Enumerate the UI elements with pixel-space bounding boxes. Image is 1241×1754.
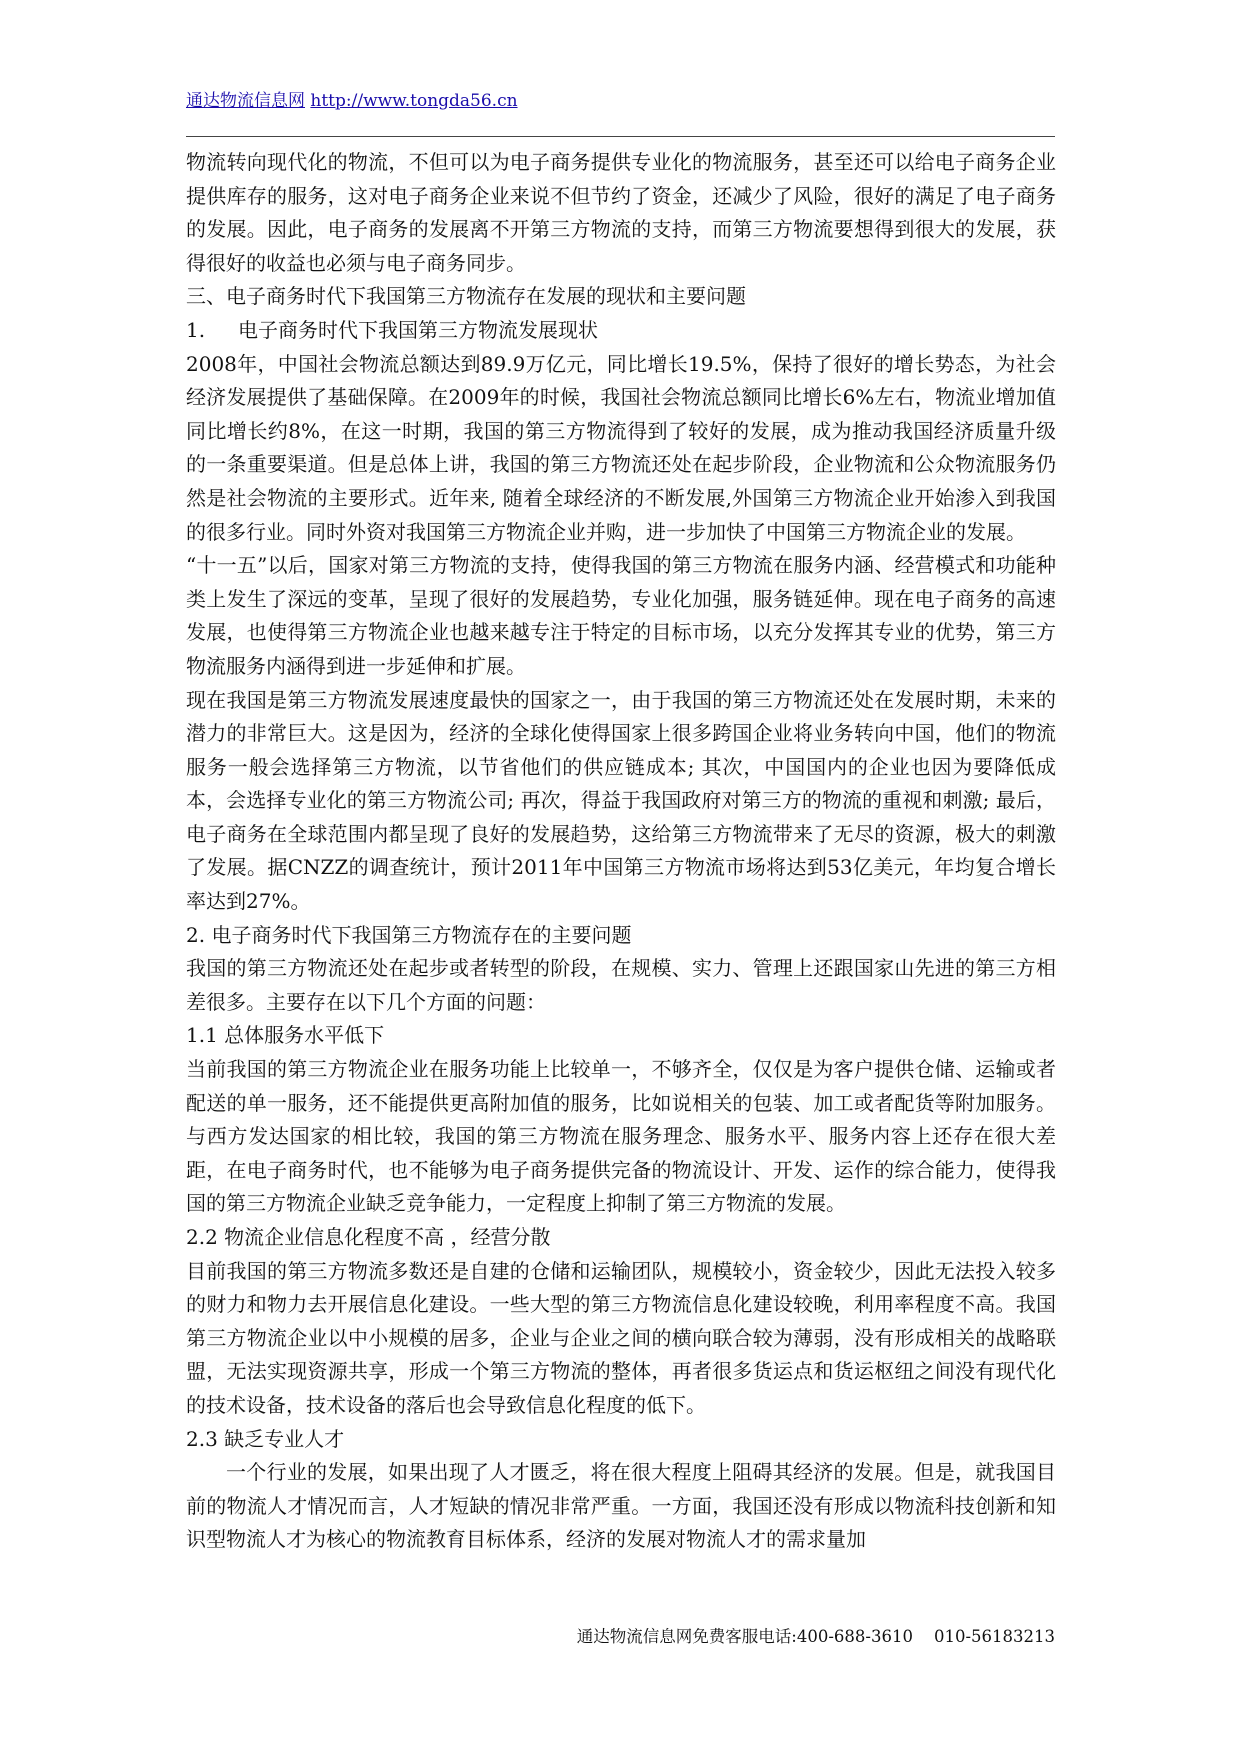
site-name-link[interactable]: 通达物流信息网 — [186, 91, 305, 111]
page-footer: 通达物流信息网免费客服电话:400-688-3610 010-56183213 — [576, 1627, 1055, 1646]
paragraph: 物流转向现代化的物流，不但可以为电子商务提供专业化的物流服务，甚至还可以给电子商务企业提供库存的服务，这对电子商务企业来说不但节约了资金，还减少了风险，很好的满足了电子商务的发展。因此，电子商务的发展离不开第三方物流的支持，而第三方物流要想得到很大的发展，获得很好的收益也必须与电子商务同步。 — [186, 150, 1056, 275]
paragraph: 目前我国的第三方物流多数还是自建的仓储和运输团队，规模较小，资金较少，因此无法投入较多的财力和物力去开展信息化建设。一些大型的第三方物流信息化建设较晚，利用率程度不高。我国第三方物流企业以中小规模的居多，企业与企业之间的横向联合较为薄弱，没有形成相关的战略联盟，无法实现资源共享，形成一个第三方物流的整体，再者很多货运点和货运枢纽之间没有现代化的技术设备，技术设备的落后也会导致信息化程度的低下。 — [186, 1258, 1056, 1417]
page-header — [186, 86, 518, 111]
subsection-number: 1. — [186, 317, 206, 342]
subsection-heading: 2. 电子商务时代下我国第三方物流存在的主要问题 — [186, 922, 632, 947]
paragraph: 我国的第三方物流还处在起步或者转型的阶段，在规模、实力、管理上还跟国家山先进的第三方相差很多。主要存在以下几个方面的问题： — [186, 956, 1056, 1014]
paragraph: “十一五”以后，国家对第三方物流的支持，使得我国的第三方物流在服务内涵、经营模式和功能种类上发生了深远的变革，呈现了很好的发展趋势，专业化加强，服务链延伸。现在电子商务的高速发展，也使得第三方物流企业也越来越专注于特定的目标市场，以充分发挥其专业的优势，第三方物流服务内涵得到进一步延伸和扩展。 — [186, 553, 1056, 678]
site-url-link[interactable]: http://www.tongda56.cn — [310, 91, 518, 111]
paragraph: 现在我国是第三方物流发展速度最快的国家之一，由于我国的第三方物流还处在发展时期，未来的潜力的非常巨大。这是因为，经济的全球化使得国家上很多跨国企业将业务转向中国，他们的物流服务一般会选择第三方物流，以节省他们的供应链成本; 其次，中国国内的企业也因为要降低成本，会选择专业化的第三方物流公司; 再次，得益于我国政府对第三方的物流的重视和刺激; 最后，电子商务在全球范围内都呈现了良好的发展趋势，这给第三方物流带来了无尽的资源，极大的刺激了发展。据CNZZ的调查统计，预计2011年中国第三方物流市场将达到53亿美元，年均复合增长率达到27%。 — [186, 687, 1056, 914]
paragraph: 2008年，中国社会物流总额达到89.9万亿元，同比增长19.5%，保持了很好的增长势态，为社会经济发展提供了基础保障。在2009年的时候，我国社会物流总额同比增长6%左右，物流业增加值同比增长约8%，在这一时期，我国的第三方物流得到了较好的发展，成为推动我国经济质量升级的一条重要渠道。但是总体上讲，我国的第三方物流还处在起步阶段，企业物流和公众物流服务仍然是社会物流的主要形式。近年来, 随着全球经济的不断发展,外国第三方物流企业开始渗入到我国的很多行业。同时外资对我国第三方物流企业并购，进一步加快了中国第三方物流企业的发展。 — [186, 351, 1056, 544]
section-heading: 三、电子商务时代下我国第三方物流存在发展的现状和主要问题 — [186, 284, 746, 309]
paragraph: 当前我国的第三方物流企业在服务功能上比较单一，不够齐全，仅仅是为客户提供仓储、运输或者配送的单一服务，还不能提供更高附加值的服务，比如说相关的包装、加工或者配货等附加服务。与西方发达国家的相比较，我国的第三方物流在服务理念、服务水平、服务内容上还存在很大差距，在电子商务时代，也不能够为电子商务提供完备的物流设计、开发、运作的综合能力，使得我国的第三方物流企业缺乏竞争能力，一定程度上抑制了第三方物流的发展。 — [186, 1057, 1056, 1216]
subsection-heading — [186, 314, 1056, 348]
subsection-heading: 2.2 物流企业信息化程度不高 ，经营分散 — [186, 1225, 551, 1249]
header-divider — [186, 136, 1055, 137]
document-body — [186, 146, 1056, 1557]
paragraph: 一个行业的发展，如果出现了人才匮乏，将在很大程度上阻碍其经济的发展。但是，就我国目前的物流人才情况而言，人才短缺的情况非常严重。一方面，我国还没有形成以物流科技创新和知识型物流人才为核心的物流教育目标体系，经济的发展对物流人才的需求量加 — [186, 1460, 1056, 1552]
subsection-title: 电子商务时代下我国第三方物流发展现状 — [238, 317, 598, 342]
subsection-heading: 2.3 缺乏专业人才 — [186, 1426, 345, 1451]
subsection-heading: 1.1 总体服务水平低下 — [186, 1023, 385, 1048]
